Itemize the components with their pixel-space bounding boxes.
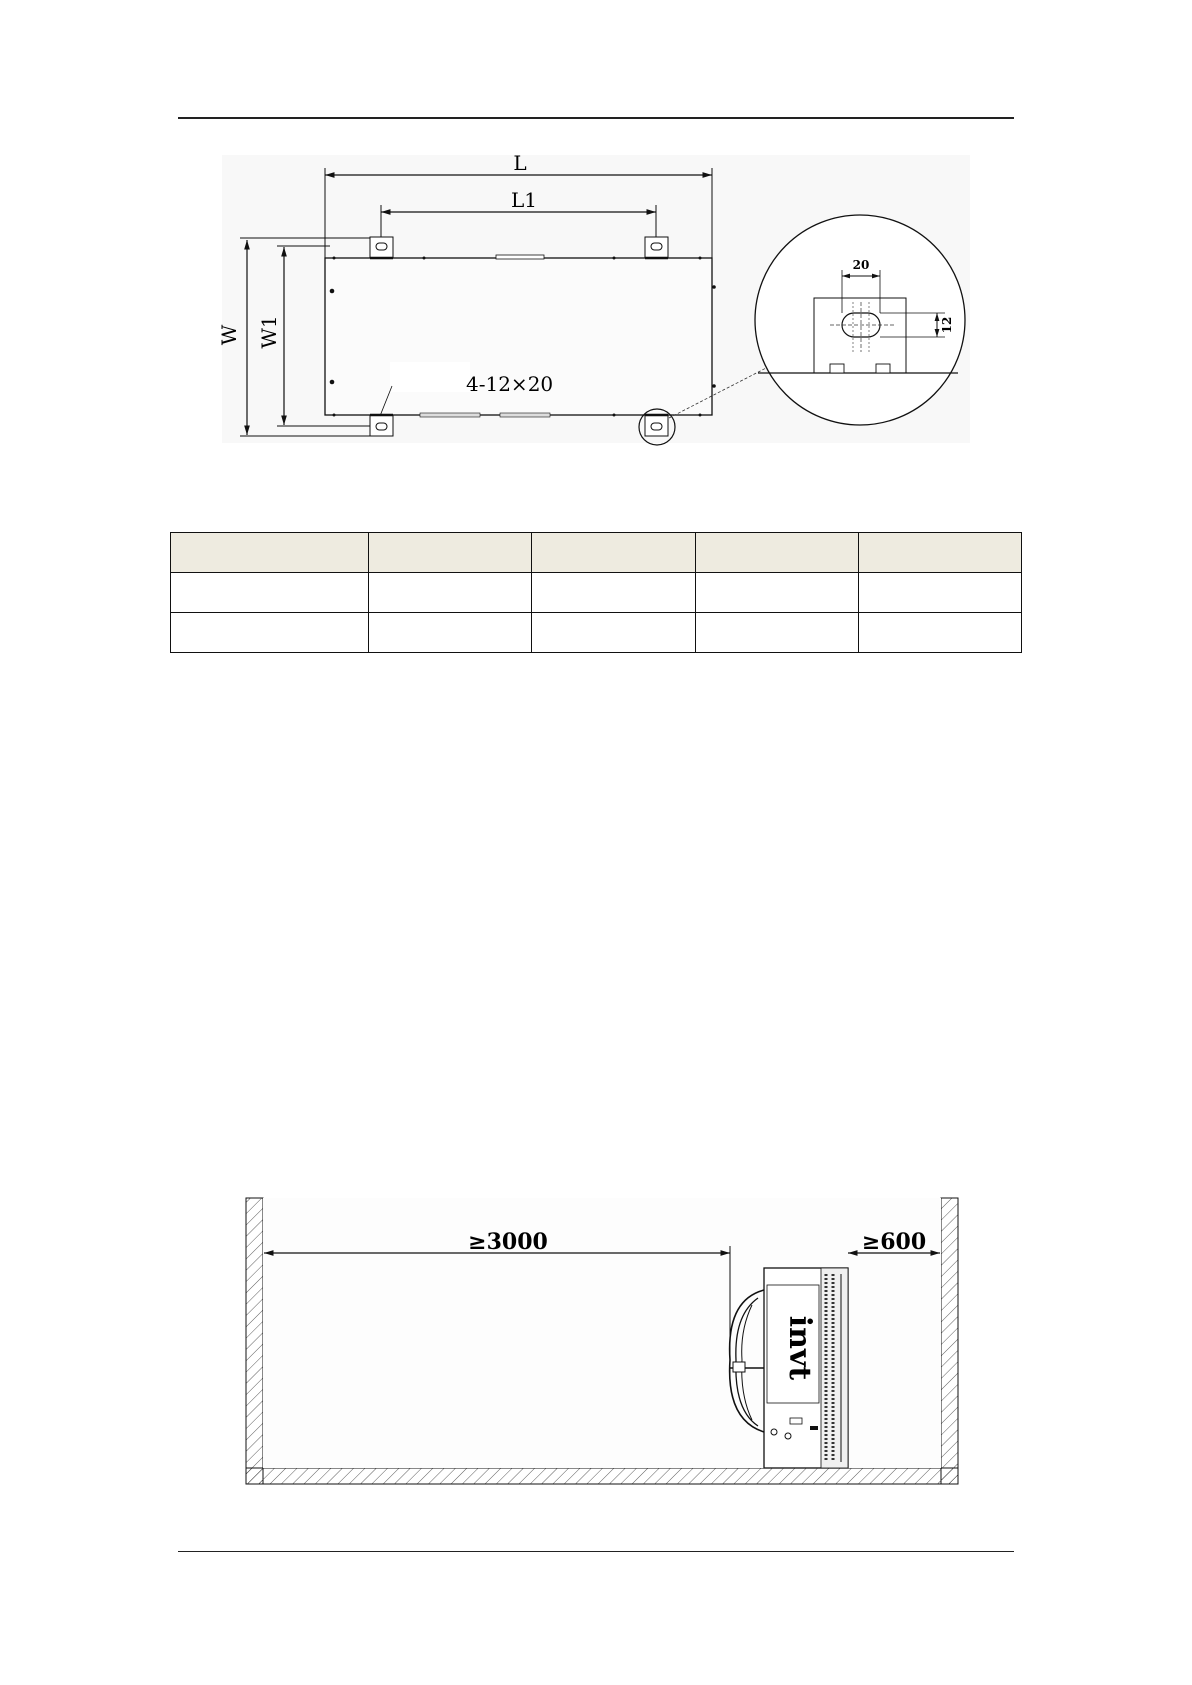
dim-L1-label: L1 xyxy=(510,188,538,212)
table-cell xyxy=(532,613,695,653)
mounting-foot-bottom-left xyxy=(370,415,393,436)
table-cell xyxy=(171,613,369,653)
mounting-foot-top-right xyxy=(645,237,668,258)
table-header-cell xyxy=(858,533,1021,573)
spec-table xyxy=(170,532,1022,653)
table-cell xyxy=(369,573,532,613)
table-cell xyxy=(171,573,369,613)
table-cell xyxy=(369,613,532,653)
table-cell xyxy=(695,613,858,653)
cabinet-logo: invt xyxy=(782,1315,817,1381)
dim-W1-label: W1 xyxy=(257,315,281,349)
table-row xyxy=(171,613,1022,653)
dimension-drawing xyxy=(0,0,1192,470)
table-cell xyxy=(858,613,1021,653)
drive-cabinet xyxy=(764,1268,848,1468)
detail-height-label: 12 xyxy=(940,316,954,334)
rear-clearance-label: ≥3000 xyxy=(468,1229,548,1255)
table-header-cell xyxy=(532,533,695,573)
mounting-foot-top-left xyxy=(370,237,393,258)
footer-rule xyxy=(178,1551,1014,1552)
detail-view xyxy=(755,215,965,425)
dim-W-label: W xyxy=(217,324,241,346)
table-header-cell xyxy=(695,533,858,573)
installation-clearance-drawing xyxy=(0,1180,1192,1500)
table-cell xyxy=(858,573,1021,613)
detail-width-label: 20 xyxy=(852,258,870,272)
hole-spec-label: 4-12×20 xyxy=(466,372,554,396)
table-header-cell xyxy=(171,533,369,573)
table-header-cell xyxy=(369,533,532,573)
table-row xyxy=(171,573,1022,613)
side-clearance-label: ≥600 xyxy=(861,1229,927,1255)
table-cell xyxy=(695,573,858,613)
dim-L-label: L xyxy=(513,151,527,175)
walls xyxy=(246,1198,958,1484)
table-cell xyxy=(532,573,695,613)
table-header-row xyxy=(171,533,1022,573)
